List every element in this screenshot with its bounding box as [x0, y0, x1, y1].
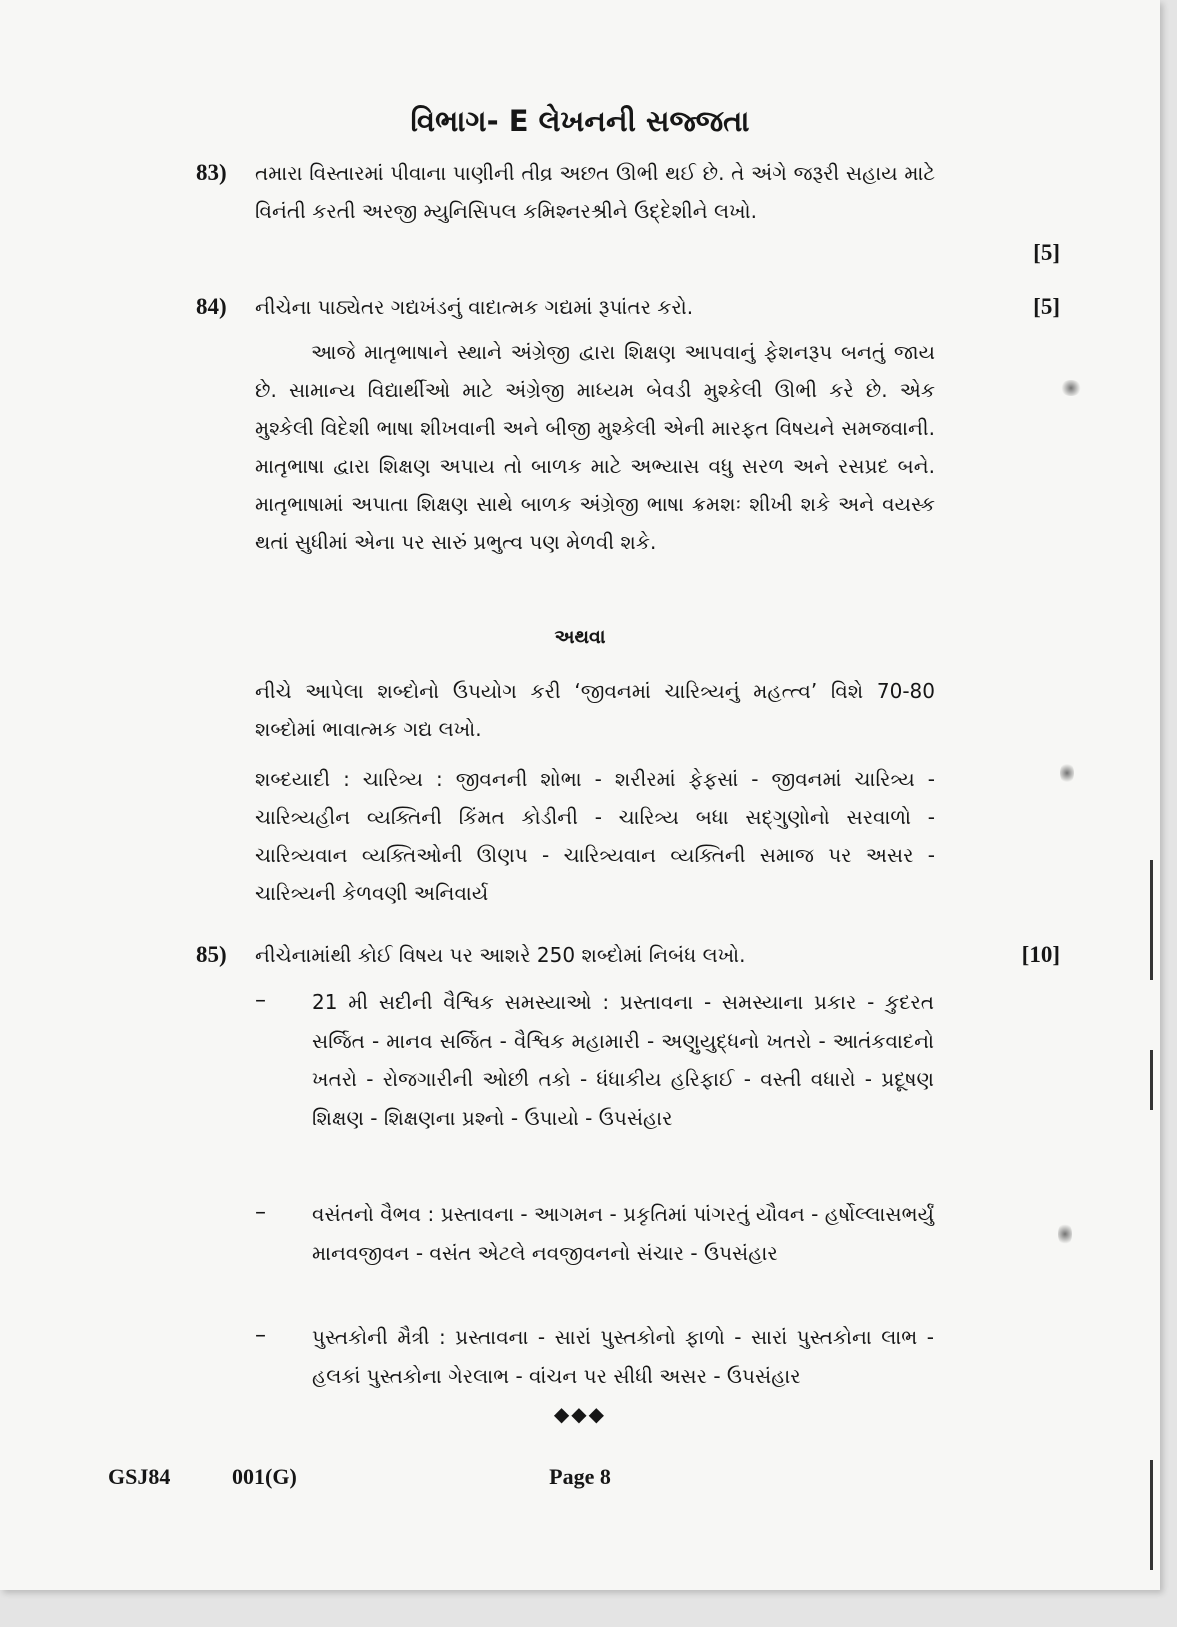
scan-smudge	[1060, 762, 1074, 784]
end-mark: ◆◆◆	[553, 1402, 607, 1426]
edge-mark	[1150, 1050, 1153, 1110]
marks-84: [5]	[1033, 294, 1060, 319]
question-text-85: નીચેનામાંથી કોઈ વિષય પર આશરે 250 શબ્દોમાં નિબંધ લખો.	[255, 943, 746, 967]
scan-smudge	[1058, 1222, 1072, 1246]
section-title: વિભાગ- E લેખનની સજ્જતા	[410, 104, 750, 138]
topic-dash-3: –	[255, 1323, 266, 1348]
passage-text: આજે માતૃભાષાને સ્થાને અંગ્રેજી દ્વારા શિક્ષણ આપવાનું ફેશનરૂપ બનતું જાય છે. સામાન્ય વિદ્યાર્થીઓ માટે અંગ્રેજી માધ્યમ બેવડી મુશ્કેલી ઊભી કરે છે. એક મુશ્કેલી વિદેશી ભાષા શીખવાની અને બીજી મુશ્કેલી એની મારફત વિષયને સમજવાની. માતૃભાષા દ્વારા શિક્ષણ અપાય તો બાળક માટે અભ્યાસ વધુ સરળ અને રસપ્રદ બને. માતૃભાષામાં અપાતા શિક્ષણ સાથે બાળક અંગ્રેજી ભાષા ક્રમશઃ શીખી શકે અને વયસ્ક થતાં સુધીમાં એના પર સારું પ્રભુત્વ પણ મેળવી શકે.	[255, 340, 935, 554]
or-label: અથવા	[554, 626, 606, 648]
edge-mark	[1150, 1460, 1153, 1570]
marks-85: [10]	[1021, 942, 1060, 967]
marks-83: [5]	[1033, 240, 1060, 265]
question-number-84: 84)	[196, 294, 227, 319]
footer-page-number: Page 8	[549, 1464, 611, 1489]
topic-dash-1: –	[255, 988, 266, 1013]
footer-paper: 001(G)	[232, 1464, 297, 1489]
question-text-83: તમારા વિસ્તારમાં પીવાના પાણીની તીવ્ર અછત ઊભી થઈ છે. તે અંગે જરૂરી સહાય માટે વિનંતી કરતી અરજી મ્યુનિસિપલ કમિશ્નરશ્રીને ઉદ્દેશીને લખો.	[255, 161, 935, 223]
edge-mark	[1150, 860, 1153, 980]
topic-dash-2: –	[255, 1200, 266, 1225]
footer-code: GSJ84	[108, 1464, 171, 1489]
essay-topic-1: 21 મી સદીની વૈશ્વિક સમસ્યાઓ : પ્રસ્તાવના - સમસ્યાના પ્રકાર - કુદરત સર્જિત - માનવ સર્જિત - વૈશ્વિક મહામારી - અણુયુદ્ધનો ખતરો - આતંકવાદનો ખતરો - રોજગારીની ઓછી તકો - ધંધાકીય હરિફાઈ - વસ્તી વધારો - પ્રદૂષણ શિક્ષણ - શિક્ષણના પ્રશ્નો - ઉપાયો - ઉપસંહાર	[312, 990, 934, 1130]
scan-smudge	[1060, 380, 1082, 396]
question-text-84: નીચેના પાઠ્યેતર ગદ્યખંડનું વાદાત્મક ગદ્યમાં રૂપાંતર કરો.	[255, 295, 694, 319]
essay-topic-3: પુસ્તકોની મૈત્રી : પ્રસ્તાવના - સારાં પુસ્તકોનો ફાળો - સારાં પુસ્તકોના લાભ - હલકાં પુસ્તકોના ગેરલાભ - વાંચન પર સીધી અસર - ઉપસંહાર	[312, 1325, 934, 1388]
essay-topic-2: વસંતનો વૈભવ : પ્રસ્તાવના - આગમન - પ્રકૃતિમાં પાંગરતું યૌવન - હર્ષોલ્લાસભર્યું માનવજીવન - વસંત એટલે નવજીવનનો સંચાર - ઉપસંહાર	[312, 1202, 934, 1265]
alternate-question-text: નીચે આપેલા શબ્દોનો ઉપયોગ કરી ‘જીવનમાં ચારિત્ર્યનું મહત્ત્વ’ વિશે 70-80 શબ્દોમાં ભાવાત્મક ગદ્ય લખો.	[255, 679, 935, 741]
question-number-83: 83)	[196, 160, 227, 185]
question-number-85: 85)	[196, 942, 227, 967]
word-list: શબ્દયાદી : ચારિત્ર્ય : જીવનની શોભા - શરીરમાં ફેફસાં - જીવનમાં ચારિત્ર્ય - ચારિત્ર્યહીન વ્યક્તિની કિંમત કોડીની - ચારિત્ર્ય બધા સદ્‌ગુણોનો સરવાળો - ચારિત્ર્યવાન વ્યક્તિઓની ઊણપ - ચારિત્ર્યવાન વ્યક્તિની સમાજ પર અસર - ચારિત્ર્યની કેળવણી અનિવાર્ય	[255, 767, 935, 905]
